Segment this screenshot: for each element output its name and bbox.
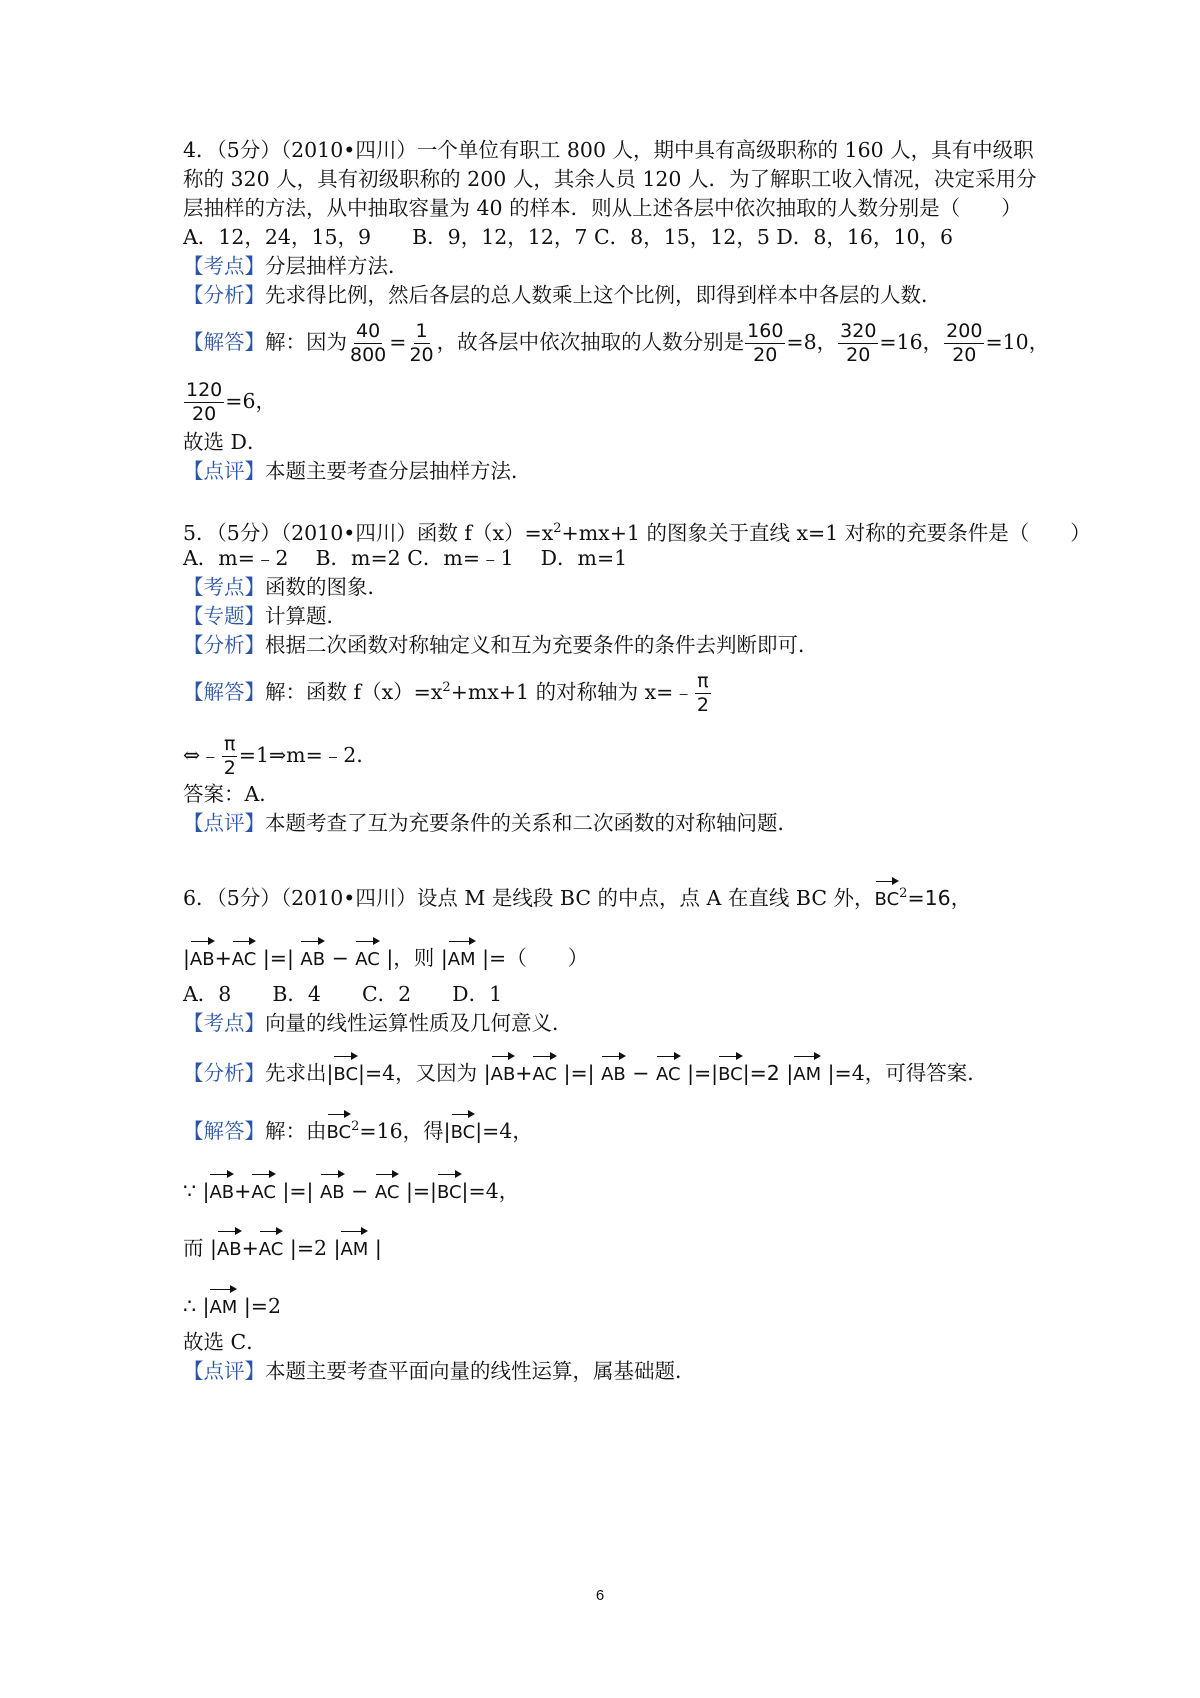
equation: =16， xyxy=(907,886,972,910)
q5-stem xyxy=(183,515,1091,547)
vector-ac: AC xyxy=(375,1170,400,1207)
kaodian-tag: 【考点】 xyxy=(183,575,265,599)
vector-ab: AB xyxy=(491,1052,516,1089)
denominator: 800 xyxy=(350,344,387,366)
denominator: 20 xyxy=(846,344,871,366)
q4-dianping xyxy=(183,457,532,485)
denominator: 20 xyxy=(192,403,217,425)
dianping-text: 本题主要考查分层抽样方法． xyxy=(265,459,532,483)
vector-ab: AB xyxy=(190,937,215,974)
abs-bar: | xyxy=(196,1179,210,1203)
jieda-text: 解：函数 f（x）=x xyxy=(265,680,443,704)
since-symbol: ∵ xyxy=(183,1179,197,1203)
er-text: 而 xyxy=(183,1236,204,1260)
minus: − xyxy=(325,946,356,970)
q4-jieda xyxy=(183,322,1049,365)
dianping-text: 本题考查了互为充要条件的关系和二次函数的对称轴问题． xyxy=(265,811,798,835)
q5-jieda xyxy=(183,672,712,715)
jieda-text: =16，得 xyxy=(359,1119,444,1143)
abs-bar: | xyxy=(461,1179,469,1203)
kaodian-text: 分层抽样方法． xyxy=(265,254,409,278)
fenxi-tag: 【分析】 xyxy=(183,1061,265,1085)
abs-bar: | xyxy=(477,1061,491,1085)
numerator: 320 xyxy=(840,320,877,342)
kaodian-tag: 【考点】 xyxy=(183,1011,265,1035)
q5-options: A．m=﹣2 B．m=2 C．m=﹣1 D．m=1 xyxy=(183,546,628,570)
abs-bar: | xyxy=(358,1061,365,1085)
fenxi-text: 先求得比例，然后各层的总人数乘上这个比例，即得到样本中各层的人数． xyxy=(265,283,942,307)
denominator: 20 xyxy=(753,344,778,366)
abs-bar: | xyxy=(475,1119,483,1143)
q6-stem-line2 xyxy=(183,937,588,974)
dianping-tag: 【点评】 xyxy=(183,811,265,835)
dianping-tag: 【点评】 xyxy=(183,459,265,483)
result: =8， xyxy=(786,330,838,354)
q6-options: A．8 B．4 C．2 D．1 xyxy=(183,982,503,1006)
abs-bar: | xyxy=(203,1236,217,1260)
numerator: 200 xyxy=(946,320,983,342)
jieda-tag: 【解答】 xyxy=(183,330,265,354)
q4-stem-line3: 层抽样的方法，从中抽取容量为 40 的样本．则从上述各层中依次抽取的人数分别是（ ） xyxy=(183,196,1022,220)
fraction xyxy=(695,672,711,715)
vector-ab: AB xyxy=(209,1170,234,1207)
vector-bc: BC xyxy=(451,1110,476,1147)
q5-kaodian xyxy=(183,573,388,601)
equation: =4， xyxy=(468,1179,520,1203)
result: =6， xyxy=(225,389,276,413)
abs-bar: | xyxy=(327,1236,341,1260)
jieda-tag: 【解答】 xyxy=(183,680,265,704)
q6-stem-text: 6．（5分）（2010•四川）设点 M 是线段 BC 的中点，点 A 在直线 BC 外， xyxy=(183,886,875,910)
denominator: 2 xyxy=(696,694,709,716)
result: =10， xyxy=(985,330,1050,354)
fraction xyxy=(184,381,224,424)
jieda-text: 解：由 xyxy=(265,1119,327,1143)
fenxi-text: 先求出 xyxy=(265,1061,327,1085)
dianping-text: 本题主要考查平面向量的线性运算，属基础题． xyxy=(265,1359,696,1383)
q5-zhuanti xyxy=(183,602,347,630)
then-text: ，则 xyxy=(393,946,435,970)
plus: + xyxy=(234,1179,252,1203)
fenxi-text: =4，又因为 xyxy=(364,1061,478,1085)
abs-bar: | xyxy=(434,946,448,970)
superscript: 2 xyxy=(351,1119,360,1134)
numerator: 40 xyxy=(356,320,381,342)
abs-bar: | xyxy=(183,946,190,970)
vector-ab: AB xyxy=(217,1227,242,1264)
vector-am: AM xyxy=(340,1227,368,1264)
result: =16， xyxy=(879,330,944,354)
abs-bar: | xyxy=(283,1236,297,1260)
kaodian-tag: 【考点】 xyxy=(183,254,265,278)
step-text: ⇔﹣ xyxy=(183,743,221,767)
fenxi-tag: 【分析】 xyxy=(183,633,265,657)
q5-stem-b: +mx+1 的图象关于直线 x=1 对称的充要条件是（ ） xyxy=(561,521,1091,545)
kaodian-text: 函数的图象． xyxy=(265,575,388,599)
minus: − xyxy=(344,1179,375,1203)
equation: =2 xyxy=(250,1294,281,1318)
q4-stem-line1: 4．（5分）（2010•四川）一个单位有职工 800 人，期中具有高级职称的 160 人，具有中级职 xyxy=(183,138,1034,162)
abs-bar: | xyxy=(196,1294,210,1318)
q5-step xyxy=(183,735,377,778)
q4-jieda-cont xyxy=(183,381,276,424)
q6-conclusion: 故选 C． xyxy=(183,1330,267,1354)
q6-jieda xyxy=(183,1110,533,1147)
fraction xyxy=(944,322,984,365)
vector-ab: AB xyxy=(601,1052,626,1089)
minus: − xyxy=(625,1061,656,1085)
fenxi-text: =4，可得答案． xyxy=(834,1061,988,1085)
fraction xyxy=(745,322,785,365)
vector-bc: BC xyxy=(875,877,900,914)
q6-er-line xyxy=(183,1227,382,1264)
superscript: 2 xyxy=(442,680,451,695)
q5-dianping xyxy=(183,809,798,837)
fraction xyxy=(407,322,435,365)
zhuanti-text: 计算题． xyxy=(265,604,347,628)
abs-bar: |=2 | xyxy=(742,1061,794,1085)
kaodian-text: 向量的线性运算性质及几何意义． xyxy=(265,1011,573,1035)
q6-since-line xyxy=(183,1170,519,1207)
abs-bar: | xyxy=(237,1294,251,1318)
q4-fenxi xyxy=(183,281,942,309)
numerator: π xyxy=(697,670,709,692)
vector-am: AM xyxy=(448,937,476,974)
q4-options: A．12，24，15，9 B．9，12，12，7 C．8，15，12，5 D．8，16，10，6 xyxy=(183,225,954,249)
plus: + xyxy=(515,1061,533,1085)
denominator: 2 xyxy=(223,757,236,779)
numerator: 1 xyxy=(415,320,428,342)
abs-bar: |=| xyxy=(256,946,301,970)
jieda-tag: 【解答】 xyxy=(183,1119,265,1143)
vector-ac: AC xyxy=(656,1052,681,1089)
dianping-tag: 【点评】 xyxy=(183,1359,265,1383)
jieda-text: =4， xyxy=(482,1119,533,1143)
jieda-text: 解：因为 xyxy=(265,330,347,354)
denominator: 20 xyxy=(952,344,977,366)
q5-stem-a: 5．（5分）（2010•四川）函数 f（x）=x xyxy=(183,521,554,545)
plus: + xyxy=(241,1236,259,1260)
q6-dianping xyxy=(183,1357,696,1385)
superscript: 2 xyxy=(899,886,908,901)
fenxi-tag: 【分析】 xyxy=(183,283,265,307)
fraction xyxy=(348,322,388,365)
q4-stem-line2: 称的 320 人，具有初级职称的 200 人，其余人员 120 人．为了解职工收入情况，决定采用分 xyxy=(183,167,1037,191)
vector-am: AM xyxy=(793,1052,821,1089)
abs-bar: | xyxy=(443,1119,451,1143)
vector-ab: AB xyxy=(300,937,325,974)
fraction xyxy=(838,322,878,365)
jieda-text: ，故各层中依次抽取的人数分别是 xyxy=(436,330,745,354)
zhuanti-tag: 【专题】 xyxy=(183,604,265,628)
q5-fenxi xyxy=(183,631,819,659)
vector-bc: BC xyxy=(437,1170,462,1207)
step-text: =1⇒m=﹣2． xyxy=(238,743,377,767)
vector-ab: AB xyxy=(320,1170,345,1207)
blank-text: =（ ） xyxy=(489,946,589,970)
page-number: 6 xyxy=(595,1587,605,1604)
abs-bar: | xyxy=(821,1061,835,1085)
numerator: 120 xyxy=(186,379,223,401)
vector-ac: AC xyxy=(259,1227,284,1264)
q4-kaodian xyxy=(183,252,409,280)
superscript: 2 xyxy=(553,521,562,536)
vector-bc: BC xyxy=(333,1052,358,1089)
abs-bar: |=| xyxy=(680,1061,719,1085)
therefore-symbol: ∴ xyxy=(183,1294,197,1318)
equals: = xyxy=(389,330,407,354)
q6-fenxi xyxy=(183,1052,988,1089)
vector-ac: AC xyxy=(355,937,380,974)
equation: =2 xyxy=(296,1236,328,1260)
q4-conclusion: 故选 D． xyxy=(183,430,268,454)
vector-bc: BC xyxy=(327,1110,352,1147)
vector-bc: BC xyxy=(718,1052,743,1089)
abs-bar: | xyxy=(368,1236,382,1260)
q6-therefore-line xyxy=(183,1285,281,1322)
plus: + xyxy=(214,946,232,970)
abs-bar: |=| xyxy=(557,1061,602,1085)
vector-ac: AC xyxy=(251,1170,276,1207)
fraction xyxy=(222,735,238,778)
q6-stem-line1 xyxy=(183,877,971,914)
vector-ac: AC xyxy=(532,1052,557,1089)
abs-bar: | xyxy=(379,946,394,970)
q5-answer: 答案：A． xyxy=(183,782,280,806)
q6-kaodian xyxy=(183,1009,573,1037)
abs-bar: | xyxy=(475,946,490,970)
fenxi-text: 根据二次函数对称轴定义和互为充要条件的条件去判断即可． xyxy=(265,633,819,657)
abs-bar: |=| xyxy=(399,1179,437,1203)
vector-ac: AC xyxy=(232,937,257,974)
abs-bar: |=| xyxy=(275,1179,320,1203)
numerator: π xyxy=(224,733,236,755)
abs-bar: | xyxy=(326,1061,334,1085)
denominator: 20 xyxy=(409,344,434,366)
jieda-text: +mx+1 的对称轴为 x=﹣ xyxy=(450,680,694,704)
vector-am: AM xyxy=(209,1285,237,1322)
numerator: 160 xyxy=(747,320,784,342)
